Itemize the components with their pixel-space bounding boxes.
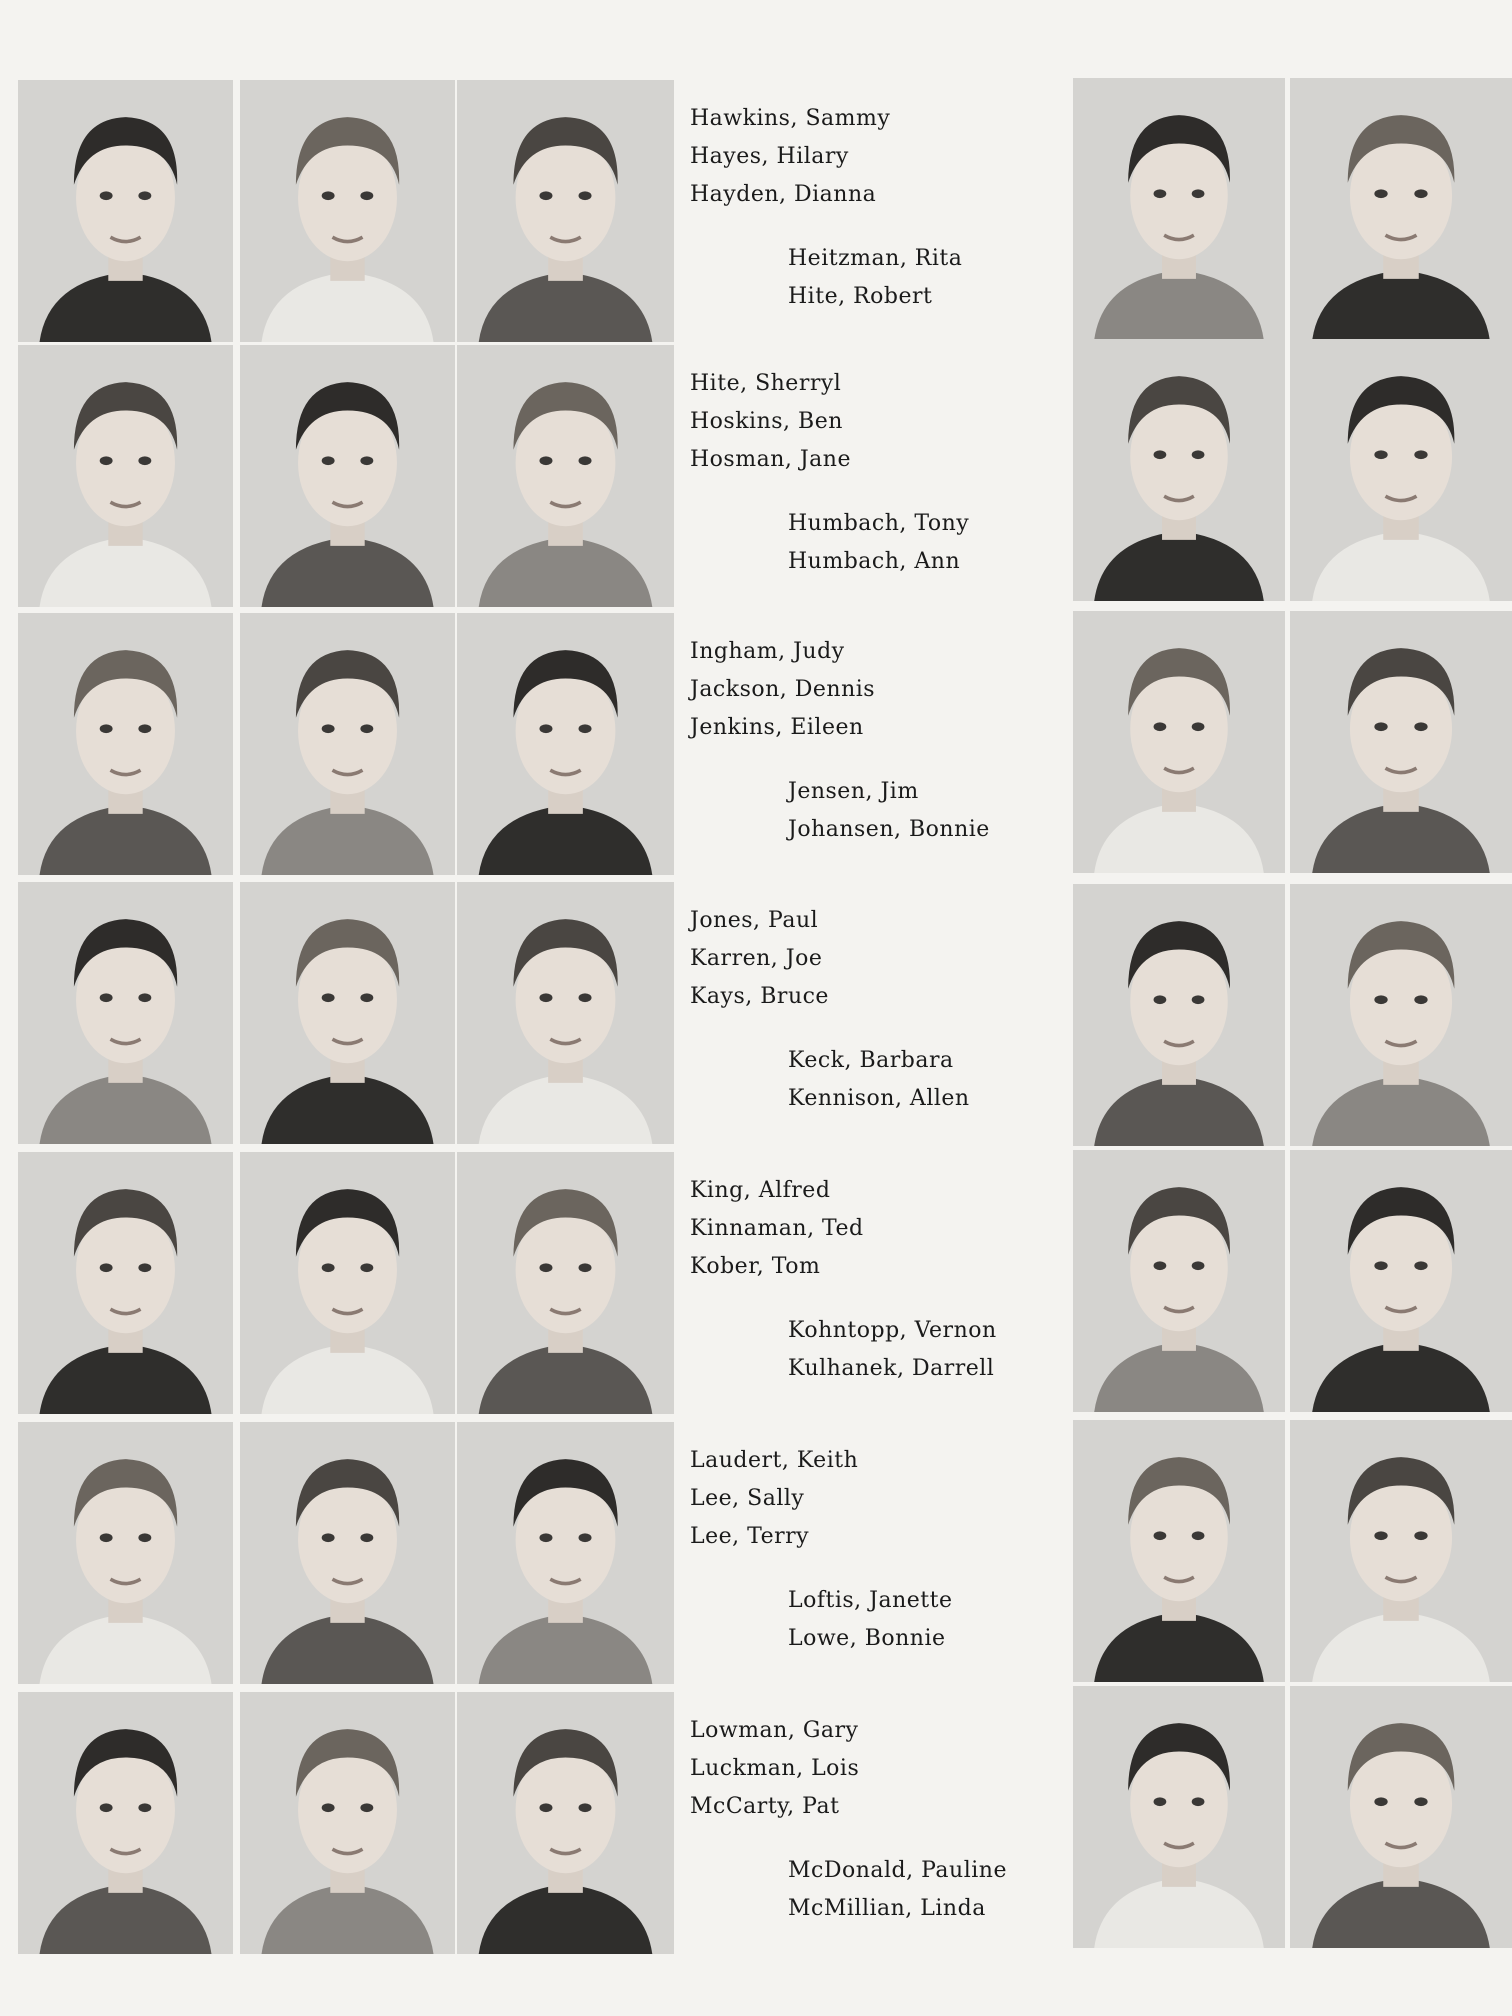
- student-name: Luckman, Lois: [690, 1756, 860, 1781]
- student-name: Loftis, Janette: [788, 1588, 953, 1613]
- student-photo: [1290, 1420, 1512, 1682]
- student-photo: [1290, 1150, 1512, 1412]
- student-photo: [1290, 78, 1512, 340]
- student-name: Heitzman, Rita: [788, 246, 963, 271]
- student-name: Kober, Tom: [690, 1254, 821, 1279]
- student-photo: [457, 1422, 674, 1684]
- student-photo: [1290, 611, 1512, 873]
- student-name: Laudert, Keith: [690, 1448, 859, 1473]
- student-name: Hite, Robert: [788, 284, 933, 309]
- student-name: Johansen, Bonnie: [788, 817, 990, 842]
- student-photo: [1073, 1420, 1285, 1682]
- student-photo: [240, 1692, 455, 1954]
- student-name: Jackson, Dennis: [690, 677, 876, 702]
- student-name: Hoskins, Ben: [690, 409, 843, 434]
- student-name: Humbach, Tony: [788, 511, 970, 536]
- student-name: Keck, Barbara: [788, 1048, 954, 1073]
- student-photo: [1073, 1686, 1285, 1948]
- student-name: Kinnaman, Ted: [690, 1216, 864, 1241]
- student-name: Kulhanek, Darrell: [788, 1356, 995, 1381]
- student-photo: [457, 613, 674, 875]
- student-photo: [457, 1152, 674, 1414]
- student-photo: [18, 882, 233, 1144]
- student-photo: [1073, 611, 1285, 873]
- student-photo: [240, 80, 455, 342]
- student-name: Lee, Terry: [690, 1524, 810, 1549]
- student-name: Hosman, Jane: [690, 447, 851, 472]
- student-photo: [18, 1422, 233, 1684]
- student-name: Lee, Sally: [690, 1486, 805, 1511]
- student-photo: [18, 613, 233, 875]
- student-name: Hayden, Dianna: [690, 182, 877, 207]
- student-photo: [240, 1422, 455, 1684]
- student-name: Hawkins, Sammy: [690, 106, 891, 131]
- student-name: Kays, Bruce: [690, 984, 829, 1009]
- student-name: Karren, Joe: [690, 946, 823, 971]
- student-name: Jensen, Jim: [788, 779, 919, 804]
- student-photo: [18, 345, 233, 607]
- student-photo: [1290, 339, 1512, 601]
- student-photo: [240, 613, 455, 875]
- student-photo: [1073, 884, 1285, 1146]
- student-photo: [240, 882, 455, 1144]
- student-photo: [18, 1152, 233, 1414]
- student-photo: [240, 345, 455, 607]
- student-name: McMillian, Linda: [788, 1896, 986, 1921]
- student-name: Kohntopp, Vernon: [788, 1318, 997, 1343]
- student-name: Jenkins, Eileen: [690, 715, 864, 740]
- student-photo: [18, 1692, 233, 1954]
- student-name: Kennison, Allen: [788, 1086, 970, 1111]
- student-photo: [18, 80, 233, 342]
- student-photo: [1073, 1150, 1285, 1412]
- student-photo: [240, 1152, 455, 1414]
- student-name: Lowman, Gary: [690, 1718, 859, 1743]
- student-photo: [1290, 884, 1512, 1146]
- student-photo: [457, 80, 674, 342]
- student-name: McCarty, Pat: [690, 1794, 840, 1819]
- student-photo: [1073, 78, 1285, 340]
- student-photo: [457, 345, 674, 607]
- student-photo: [1290, 1686, 1512, 1948]
- student-name: Hayes, Hilary: [690, 144, 849, 169]
- student-name: Hite, Sherryl: [690, 371, 842, 396]
- student-name: Lowe, Bonnie: [788, 1626, 946, 1651]
- student-photo: [457, 882, 674, 1144]
- student-name: Ingham, Judy: [690, 639, 845, 664]
- student-name: McDonald, Pauline: [788, 1858, 1007, 1883]
- student-photo: [1073, 339, 1285, 601]
- student-name: King, Alfred: [690, 1178, 831, 1203]
- student-name: Humbach, Ann: [788, 549, 961, 574]
- student-photo: [457, 1692, 674, 1954]
- student-name: Jones, Paul: [690, 908, 819, 933]
